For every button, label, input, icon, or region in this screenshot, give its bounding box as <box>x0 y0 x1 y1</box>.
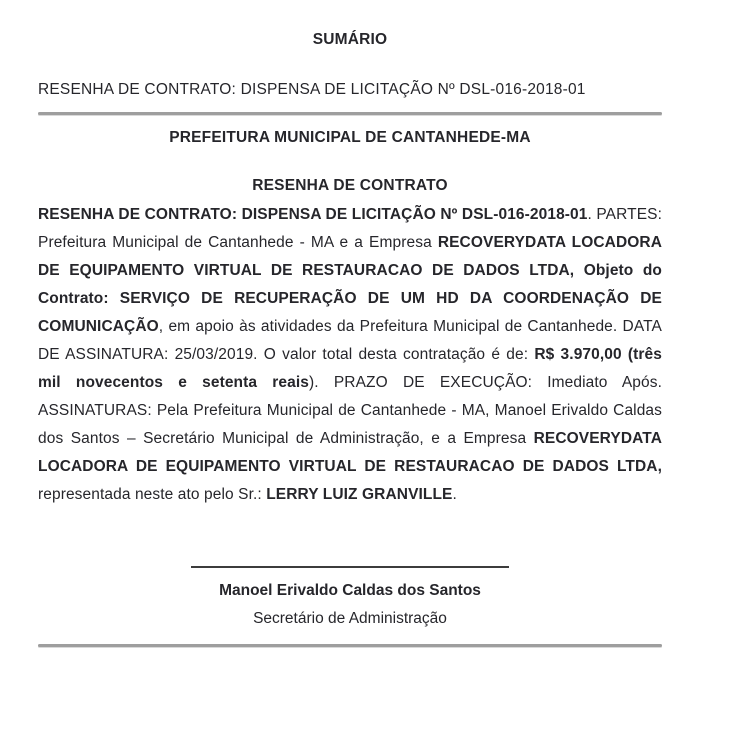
signatory-role: Secretário de Administração <box>253 610 447 627</box>
document-page <box>0 30 730 736</box>
signature-line <box>191 566 509 568</box>
signatory-name: Manoel Erivaldo Caldas dos Santos <box>219 582 481 599</box>
section-divider-bottom <box>38 644 662 647</box>
section-divider-top <box>38 112 662 115</box>
contract-subject-line: RESENHA DE CONTRATO: DISPENSA DE LICITAÇÃO Nº DSL-016-2018-01 <box>38 81 586 98</box>
page-title: SUMÁRIO <box>312 31 388 48</box>
contract-summary-paragraph: RESENHA DE CONTRATO: DISPENSA DE LICITAÇÃO Nº DSL-016-2018-01. PARTES: Prefeitura Municipal de Cantanhede - MA e a Empresa RECOVERYDATA LOCADORA DE EQUIPAMENTO VIRTUAL DE RESTAURACAO DE DADOS LTDA, Objeto do Contrato: SERVIÇO DE RECUPERAÇÃO DE UM HD DA COORDENAÇÃO DE COMUNICAÇÃO, em apoio às atividades da Prefeitura Municipal de Cantanhede. DATA DE ASSINATURA: 25/03/2019. O valor total desta contratação é de: R$ 3.970,00 (três mil novecentos e setenta reais). PRAZO DE EXECUÇÃO: Imediato Após. ASSINATURAS: Pela Prefeitura Municipal de Cantanhede - MA, Manoel Erivaldo Caldas dos Santos – Secretário Municipal de Administração, e a Empresa RECOVERYDATA LOCADORA DE EQUIPAMENTO VIRTUAL DE RESTAURACAO DE DADOS LTDA, representada neste ato pelo Sr.: LERRY LUIZ GRANVILLE. <box>38 206 663 503</box>
entity-heading: PREFEITURA MUNICIPAL DE CANTANHEDE-MA <box>169 129 531 146</box>
section-heading: RESENHA DE CONTRATO <box>252 177 448 194</box>
